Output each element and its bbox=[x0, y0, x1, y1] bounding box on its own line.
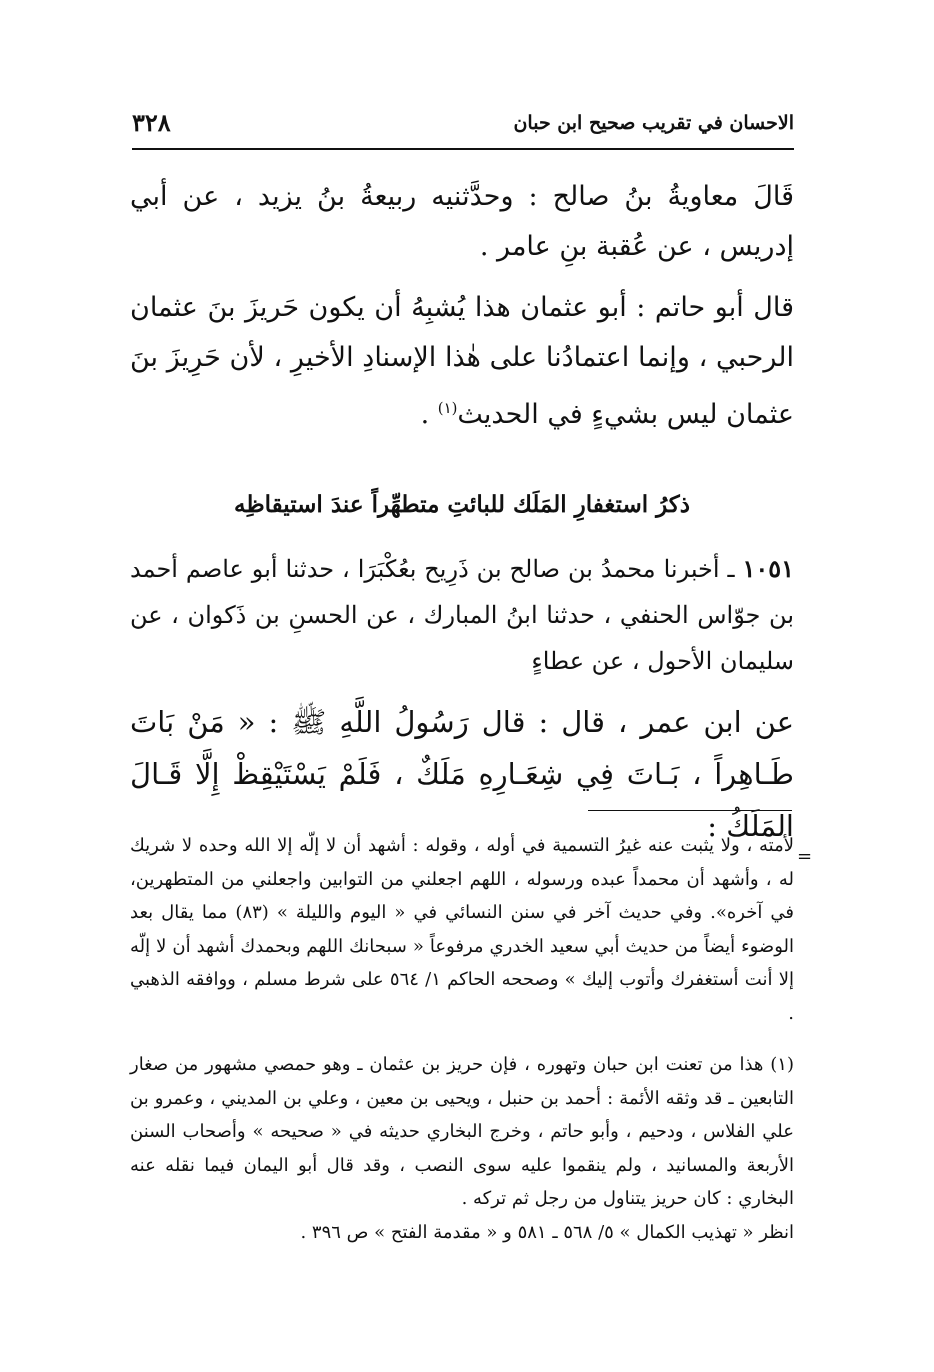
footnote-text: لأمته ، ولا يثبت عنه غيرُ التسمية في أوله ، وقوله : أشهد أن لا إلّه إلا الله وحده لا شريك له ، وأشهد أن محمداً عبده ورسوله ، اللهم اجعلني من التوابين واجعلني من المتطهرين، في آخره». وفي حديث آخر في سنن النسائي في « اليوم والليلة » (٨٣) مما يقال بعد الوضوء أيضاً من حديث أبي سعيد الخدري مرفوعاً « سبحانك اللهم وبحمدك أشهد أن لا إلّه إلا أنت أستغفرك وأتوب إليك » وصححه الحاكم ١/ ٥٦٤ على شرط مسلم ، ووافقه الذهبي . bbox=[130, 835, 795, 1024]
footnote-text bbox=[130, 1048, 794, 1216]
paragraph-end: . bbox=[420, 399, 438, 430]
running-header bbox=[132, 108, 794, 146]
footnote-number: (١) bbox=[770, 1054, 794, 1075]
footnote-ref[interactable]: (١) bbox=[437, 399, 458, 417]
paragraph-text bbox=[130, 283, 794, 440]
footnote-continued bbox=[130, 829, 794, 1031]
hadith-number: ١٠٥١ bbox=[742, 554, 794, 583]
footnote-body: هذا من تعنت ابن حبان وتهوره ، فإن حريز بن عثمان ـ وهو حمصي مشهور من صغار التابعين ـ قد وثقه الأئمة : أحمد بن حنبل ، ويحيى بن معين ، وعلي بن المديني ، وعمرو بن علي الفلاس ، ودحيم ، وأبو حاتم ، وخرج البخاري حديثه في « صحيحه » وأصحاب السنن الأربعة والمسانيد ، ولم ينقموا عليه سوى النصب ، وقد قال أبو اليمان فيما نقله عنه البخاري : كان حريز يتناول من رجل ثم تركه . bbox=[130, 1054, 794, 1210]
footnote-1 bbox=[130, 1048, 794, 1250]
paragraph-body: قال أبو حاتم : أبو عثمان هذا يُشبِهُ أن يكون حَريزَ بنَ عثمان الرحبي ، وإنما اعتمادُنا على هٰذا الإسنادِ الأخيرِ ، لأن حَرِيزَ بنَ عثمان ليس بشيءٍ في الحديث bbox=[130, 292, 794, 430]
hadith-isnad bbox=[130, 546, 794, 684]
hadith-text bbox=[130, 546, 794, 684]
paragraph-muawiya bbox=[130, 172, 794, 272]
paragraph-abu-hatim bbox=[130, 283, 794, 440]
paragraph-text: قَالَ معاويةُ بنُ صالح : وحدَّثنيه ربيعةُ بنُ يزيد ، عن أبي إدريس ، عن عُقبة بنِ عامر . bbox=[130, 181, 794, 262]
footnote-rule bbox=[588, 810, 792, 811]
isnad-text: ـ أخبرنا محمدُ بن صالح بن ذَرِيح بعُكْبَرَا ، حدثنا أبو عاصم أحمد بن جوّاس الحنفي ، حدثنا ابنُ المبارك ، عن الحسنِ بن ذَكوان ، عن سليمان الأحول ، عن عطاءٍ bbox=[130, 555, 794, 675]
running-title: الاحسان في تقريب صحيح ابن حبان bbox=[513, 112, 794, 134]
page-number: ٣٢٨ bbox=[132, 108, 171, 137]
section-heading: ذكرُ استغفارِ المَلَك للبائتِ متطهِّراً عندَ استيقاظِه bbox=[234, 491, 690, 518]
continuation-mark: = bbox=[797, 846, 813, 867]
footnote-reference: انظر « تهذيب الكمال » ٥/ ٥٦٨ ـ ٥٨١ و « مقدمة الفتح » ص ٣٩٦ . bbox=[300, 1221, 794, 1243]
header-rule bbox=[132, 148, 794, 150]
matn-text: عن ابن عمر ، قال : قال رَسُولُ اللَّهِ ﷺ : « مَنْ بَاتَ طَـاهِراً ، بَـاتَ فِي شِعَـارِهِ مَلَكٌ ، فَلَمْ يَسْتَيْقِظْ إِلَّا قَـالَ المَلَكُ : bbox=[130, 705, 794, 843]
